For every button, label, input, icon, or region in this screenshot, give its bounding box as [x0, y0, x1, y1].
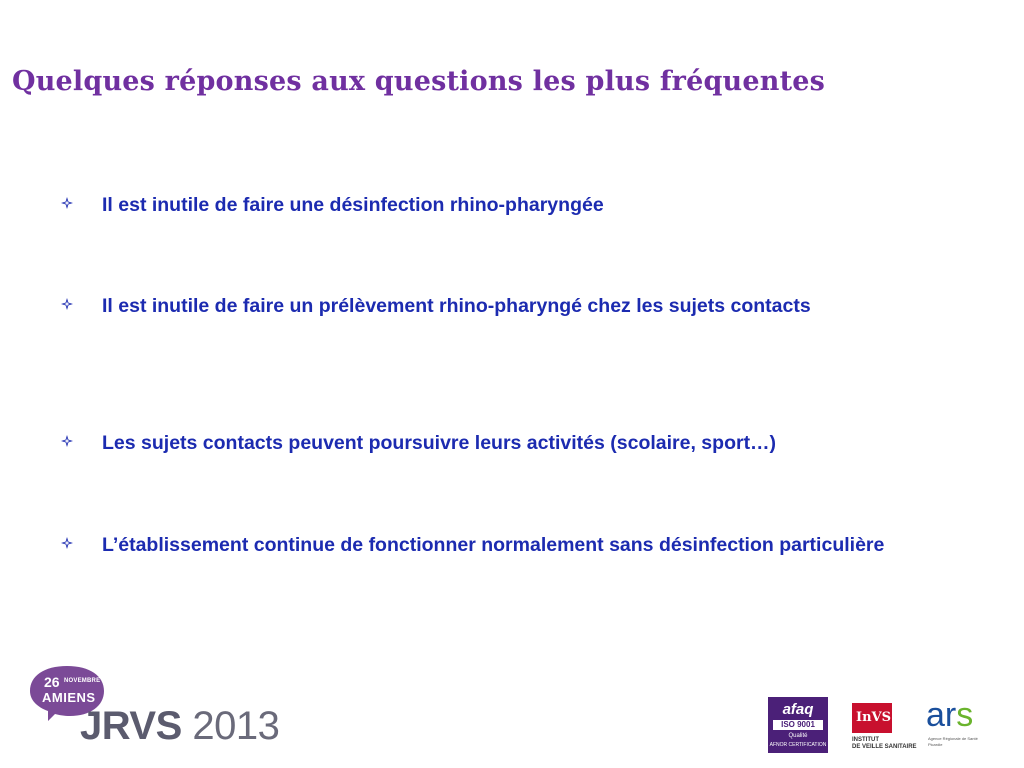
event-day: 26 — [44, 674, 60, 690]
event-city: AMIENS — [42, 690, 96, 705]
list-item — [60, 426, 960, 461]
event-acronym: JRVS — [80, 704, 182, 748]
event-name — [80, 706, 279, 746]
list-item — [60, 289, 960, 324]
ars-wordmark-ar: ar — [926, 696, 957, 734]
invs-line2: DE VEILLE SANITAIRE — [852, 744, 917, 750]
ars-logo — [926, 696, 996, 754]
list-item — [60, 188, 960, 223]
afaq-brand: afaq — [782, 701, 814, 718]
bullet-text: Il est inutile de faire une désinfection rhino-pharyngée — [102, 194, 604, 216]
afaq-quality: Qualité — [788, 733, 808, 739]
diamond-bullet-icon — [60, 536, 74, 550]
afaq-certification: AFNOR CERTIFICATION — [769, 742, 827, 748]
ars-wordmark — [926, 698, 973, 732]
bullet-text: Les sujets contacts peuvent poursuivre leurs activités (scolaire, sport…) — [102, 432, 777, 454]
event-logo — [24, 660, 280, 760]
bullet-text: Il est inutile de faire un prélèvement rhino-pharyngé chez les sujets contacts — [102, 295, 811, 317]
afaq-iso: ISO 9001 — [773, 720, 823, 730]
afaq-logo — [768, 697, 828, 753]
invs-brand: InVS — [856, 710, 892, 725]
diamond-bullet-icon — [60, 434, 74, 448]
event-month: NOVEMBRE — [64, 678, 101, 684]
ars-region: Picardie — [928, 742, 943, 747]
ars-agency: Agence Régionale de Santé — [928, 736, 978, 741]
invs-line1: INSTITUT — [852, 737, 879, 743]
diamond-bullet-icon — [60, 196, 74, 210]
invs-logo — [850, 703, 917, 753]
event-year: 2013 — [192, 704, 280, 748]
invs-mark — [852, 703, 892, 733]
diamond-bullet-icon — [60, 297, 74, 311]
list-item — [60, 528, 960, 563]
bullet-text: L’établissement continue de fonctionner normalement sans désinfection particulière — [102, 534, 885, 556]
ars-wordmark-s: s — [956, 696, 974, 734]
slide-title: Quelques réponses aux questions les plus fréquentes — [12, 66, 826, 97]
